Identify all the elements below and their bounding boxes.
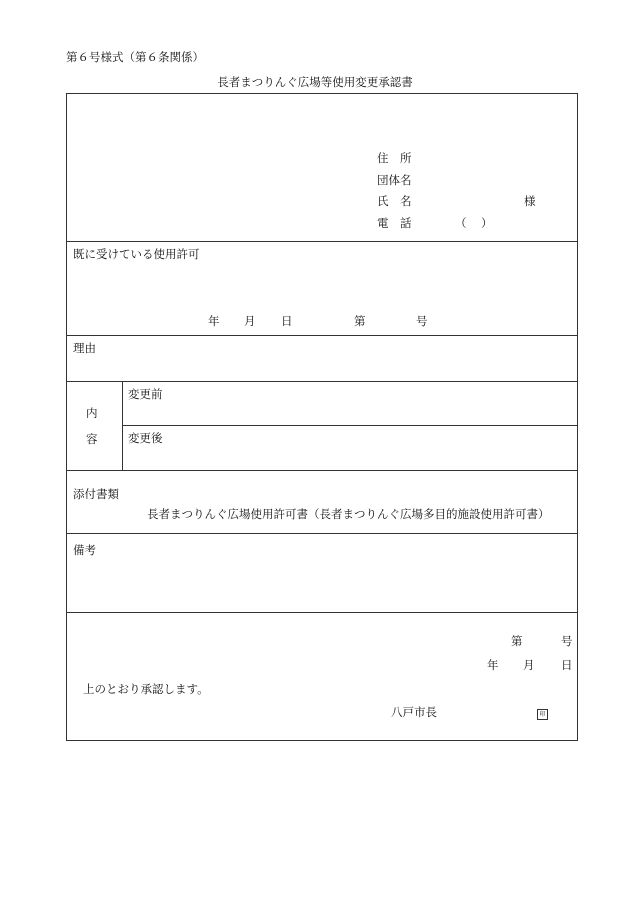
- existing-permit-number-prefix: 第: [354, 314, 366, 328]
- reason-label: 理由: [73, 341, 96, 355]
- approval-number-prefix: 第: [511, 634, 523, 648]
- seal-stamp-box: 印: [537, 709, 548, 720]
- after-change-label: 変更後: [128, 431, 163, 445]
- group-name-label: 団体名: [377, 173, 412, 187]
- divider-attachments: [67, 533, 577, 534]
- approval-statement: 上のとおり承認します。: [83, 682, 209, 696]
- approval-number-suffix: 号: [561, 634, 573, 648]
- content-divider-horizontal: [122, 425, 577, 426]
- phone-paren-close: ）: [481, 216, 493, 230]
- honorific-sama: 様: [524, 194, 536, 208]
- attachments-text: 長者まつりんぐ広場使用許可書（長者まつりんぐ広場多目的施設使用許可書）: [147, 507, 550, 521]
- existing-permit-number-suffix: 号: [416, 314, 428, 328]
- divider-remarks: [67, 612, 577, 613]
- seal-mark: [537, 707, 548, 720]
- approval-year: 年: [487, 658, 499, 672]
- divider-reason: [67, 381, 577, 382]
- attachments-label: 添付書類: [73, 487, 119, 501]
- remarks-label: 備考: [73, 543, 96, 557]
- address-label: 住 所: [377, 151, 412, 165]
- document-title: 長者まつりんぐ広場等使用変更承認書: [217, 75, 413, 89]
- existing-permit-month: 月: [244, 314, 256, 328]
- before-change-label: 変更前: [128, 387, 163, 401]
- existing-permit-year: 年: [208, 314, 220, 328]
- name-label: 氏 名: [377, 194, 412, 208]
- form-number: 第６号様式（第６条関係）: [66, 50, 204, 64]
- signer-mayor: 八戸市長: [391, 705, 437, 719]
- divider-existing-permit: [67, 335, 577, 336]
- divider-content: [67, 470, 577, 471]
- phone-label: 電 話: [377, 216, 412, 230]
- phone-paren-open: （: [455, 216, 467, 230]
- existing-permit-label: 既に受けている使用許可: [73, 247, 200, 261]
- approval-month: 月: [523, 658, 535, 672]
- existing-permit-day: 日: [281, 314, 293, 328]
- content-label-top: 内: [86, 406, 98, 420]
- divider-applicant: [67, 241, 577, 242]
- form-frame: [66, 93, 578, 741]
- content-label-bottom: 容: [86, 432, 98, 446]
- approval-day: 日: [561, 658, 573, 672]
